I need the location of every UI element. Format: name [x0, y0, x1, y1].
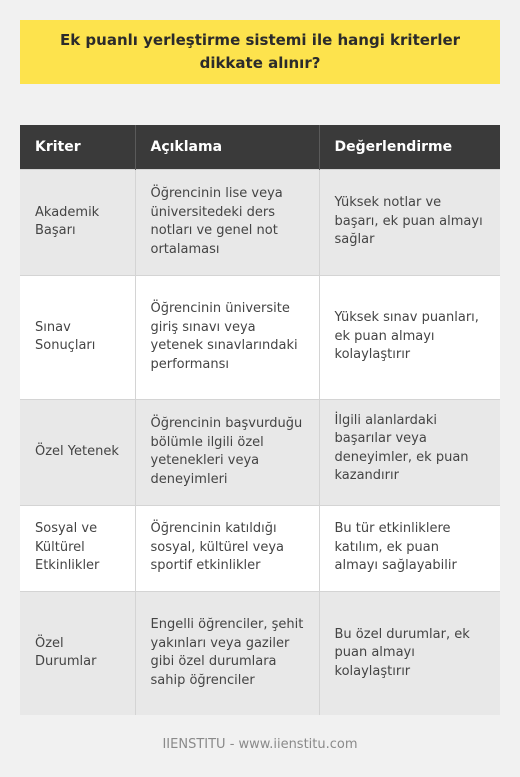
criteria-table	[20, 125, 500, 715]
table-header-row	[20, 125, 500, 169]
cell-kriter: Özel Durumlar	[20, 591, 135, 715]
cell-kriter: Sosyal ve Kültürel Etkinlikler	[20, 505, 135, 591]
footer-credit: IIENSTITU - www.iienstitu.com	[162, 737, 358, 752]
table-row	[20, 505, 500, 591]
cell-aciklama: Engelli öğrenciler, şehit yakınları veya gaziler gibi özel durumlara sahip öğrenciler	[135, 591, 319, 715]
cell-aciklama: Öğrencinin üniversite giriş sınavı veya yetenek sınavlarındaki performansı	[135, 275, 319, 399]
cell-aciklama: Öğrencinin katıldığı sosyal, kültürel veya sportif etkinlikler	[135, 505, 319, 591]
table-row	[20, 399, 500, 505]
cell-degerlendirme: İlgili alanlardaki başarılar veya deneyimler, ek puan kazandırır	[319, 399, 500, 505]
table-row	[20, 169, 500, 275]
page-title-text: Ek puanlı yerleştirme sistemi ile hangi kriterler dikkate alınır?	[59, 31, 461, 72]
cell-kriter: Akademik Başarı	[20, 169, 135, 275]
cell-degerlendirme: Yüksek notlar ve başarı, ek puan almayı sağlar	[319, 169, 500, 275]
cell-kriter: Sınav Sonuçları	[20, 275, 135, 399]
cell-aciklama: Öğrencinin başvurduğu bölümle ilgili özel yetenekleri veya deneyimleri	[135, 399, 319, 505]
table-row	[20, 275, 500, 399]
page-title	[20, 20, 500, 84]
column-header-kriter: Kriter	[20, 125, 135, 169]
cell-degerlendirme: Bu özel durumlar, ek puan almayı kolaylaştırır	[319, 591, 500, 715]
cell-degerlendirme: Bu tür etkinliklere katılım, ek puan almayı sağlayabilir	[319, 505, 500, 591]
cell-aciklama: Öğrencinin lise veya üniversitedeki ders notları ve genel not ortalaması	[135, 169, 319, 275]
column-header-degerlendirme: Değerlendirme	[319, 125, 500, 169]
cell-kriter: Özel Yetenek	[20, 399, 135, 505]
cell-degerlendirme: Yüksek sınav puanları, ek puan almayı kolaylaştırır	[319, 275, 500, 399]
table-row	[20, 591, 500, 715]
column-header-aciklama: Açıklama	[135, 125, 319, 169]
